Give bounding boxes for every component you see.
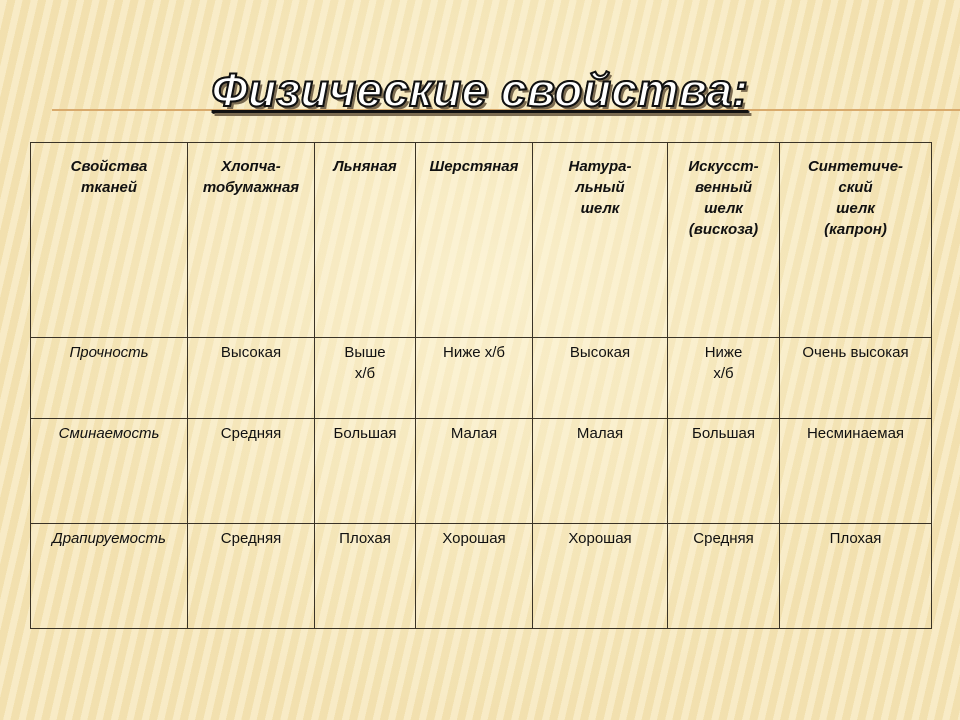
header-cell-properties: Свойства тканей [31,143,188,338]
table-cell: Большая [668,419,780,524]
table-cell: Высокая [533,338,668,419]
table-cell: Выше х/б [315,338,416,419]
header-cell-artificial-silk: Искусст- венный шелк (вискоза) [668,143,780,338]
table-cell: Ниже х/б [416,338,533,419]
header-cell-synthetic-silk: Синтетиче- ский шелк (капрон) [780,143,932,338]
table-row-crease [31,419,932,524]
header-cell-wool: Шерстяная [416,143,533,338]
table-cell: Средняя [188,524,315,629]
row-label-strength: Прочность [31,338,188,419]
slide-title: Физические свойства: [211,64,749,116]
header-cell-linen: Льняная [315,143,416,338]
table-header-row [31,143,932,338]
table-cell: Очень высокая [780,338,932,419]
properties-table [30,142,932,629]
header-cell-natural-silk: Натура- льный шелк [533,143,668,338]
row-label-crease: Сминаемость [31,419,188,524]
table-cell: Средняя [668,524,780,629]
table-cell: Средняя [188,419,315,524]
table-cell: Несминаемая [780,419,932,524]
table-cell: Большая [315,419,416,524]
table-cell: Плохая [780,524,932,629]
table-row-drape [31,524,932,629]
row-label-drape: Драпируемость [31,524,188,629]
table-row-strength [31,338,932,419]
table-cell: Хорошая [533,524,668,629]
table-cell: Ниже х/б [668,338,780,419]
header-cell-cotton: Хлопча- тобумажная [188,143,315,338]
table-cell: Малая [533,419,668,524]
table-cell: Хорошая [416,524,533,629]
table-cell: Высокая [188,338,315,419]
table-cell: Малая [416,419,533,524]
table-cell: Плохая [315,524,416,629]
